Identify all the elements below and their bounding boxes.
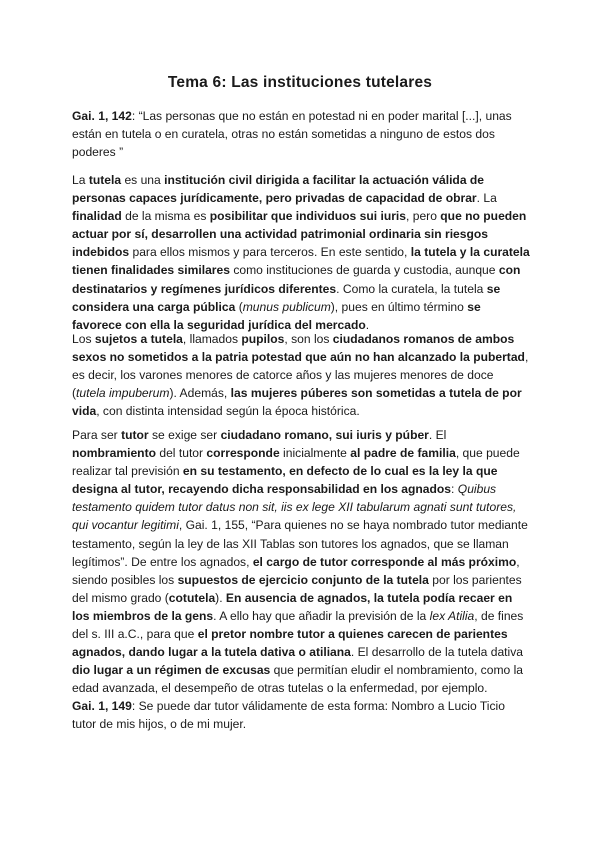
text-run: En ausencia de agnados, la tutela podía recaer en los miembros de la <box>72 590 513 623</box>
text-run: , con distinta intensidad según la época histórica. <box>96 404 360 419</box>
text-run: corresponde <box>206 446 280 461</box>
text-run: para ellos mismos y para terceros. En este sentido, <box>129 245 411 260</box>
text-run: Gai. 1, 142 <box>72 109 132 123</box>
text-run: ), pues en último término <box>330 299 468 314</box>
text-run: como instituciones de guarda y custodia, aunque <box>229 263 499 278</box>
text-run: Quibus testamento quidem tutor datus non sit, iis ex lege XII tabularum agnati sunt tutores, qui vocantur legitimi <box>72 482 517 533</box>
text-run: posibilitar que individuos <box>209 209 360 224</box>
paragraph-requisitos-tutor <box>72 426 530 697</box>
text-run: ciudadanos romanos de ambos sexos no sometidos a la patria potestad que aún no han alcanzado la pubertad <box>72 332 525 365</box>
text-run: dio lugar a un régimen de excusas <box>72 663 271 678</box>
text-run: Los <box>72 332 95 346</box>
text-run: . <box>365 317 370 332</box>
text-run: la tutela y la curatela tienen finalidades similares <box>72 245 530 278</box>
text-run: . El <box>428 428 447 442</box>
text-run: es una <box>121 173 165 187</box>
text-run: munus publicum <box>242 299 331 314</box>
text-run: al padre de familia <box>350 446 456 461</box>
text-run: tutela <box>88 173 122 187</box>
text-run: Gai. 1, 149 <box>72 699 132 713</box>
paragraph-definicion-tutela <box>72 171 530 334</box>
text-run: , que puede realizar tal previsión <box>72 446 520 479</box>
text-run: cotutela <box>168 590 216 605</box>
text-run: . La <box>476 191 497 206</box>
paragraph-sujetos-tutela <box>72 330 530 420</box>
text-run: el cargo de tutor corresponde al más próximo <box>252 554 517 569</box>
text-run: y púber <box>381 428 429 442</box>
text-run: supuestos de ejercicio conjunto de la tutela <box>177 572 429 587</box>
text-run: , pero <box>406 209 441 224</box>
text-run: , siendo posibles los <box>72 554 520 587</box>
text-run: tutor <box>121 428 149 442</box>
text-run: : “Las personas que no están en potestad ni en poder marital [...], unas están en tutela o en curatela, otras no están sometidas a ninguno de estos dos poderes ” <box>72 109 512 160</box>
text-run: sui iuris <box>359 209 406 224</box>
text-run: Para ser <box>72 428 122 442</box>
text-run: : Se puede dar tutor válidamente de esta forma: Nombro a Lucio Ticio tutor de mis hijos, o de mi mujer. <box>72 699 505 732</box>
paragraph-gaius-1-142 <box>72 107 530 161</box>
text-run: lex Atilia <box>429 608 475 623</box>
text-run: en su testamento, en defecto de lo cual es la ley la que designa al tutor, recayendo dicha responsabilidad en los agnados <box>72 464 498 497</box>
text-run: pupilos <box>241 332 285 346</box>
text-run: : <box>451 482 458 497</box>
text-run: . A ello hay que añadir la previsión de la <box>213 608 430 623</box>
text-run: se exige ser <box>148 428 221 442</box>
text-run: , de fines del s. III a.C., para que <box>72 608 524 642</box>
text-run: se favorece con ella la seguridad jurídica del mercado <box>72 299 481 332</box>
document-title: Tema 6: Las instituciones tutelares <box>167 74 433 91</box>
text-run: se considera una carga pública <box>72 281 501 314</box>
text-run: ). <box>215 590 226 605</box>
text-run: finalidad <box>72 209 122 224</box>
text-run: , llamados <box>182 332 242 346</box>
text-run: ciudadano romano, <box>220 428 336 442</box>
text-run: . Como la curatela, la tutela <box>336 281 487 296</box>
text-run: nombramiento <box>72 446 156 461</box>
paragraph-gaius-1-149 <box>72 697 530 733</box>
text-run: las mujeres púberes son sometidas a tutela de por vida <box>72 386 522 419</box>
text-run: con destinatarios y regímenes jurídicos diferentes <box>72 263 521 296</box>
text-run: ( <box>235 299 243 314</box>
text-run: del tutor <box>156 446 207 461</box>
text-run: , es decir, los varones menores de catorce años y las mujeres menores de doce ( <box>72 350 529 401</box>
text-run: el pretor nombre tutor a quienes carecen de parientes agnados, dando lugar a la tutela dativa o atiliana <box>72 627 508 660</box>
text-run: por los parientes del mismo grado ( <box>72 572 522 605</box>
text-run: La <box>72 173 89 187</box>
text-run: inicialmente <box>279 446 351 461</box>
text-run: institución civil dirigida a facilitar la actuación válida de personas capaces jurídicamente, pero privadas de capacidad de obrar <box>72 173 485 206</box>
text-run: sui iuris <box>335 428 382 442</box>
text-run: de la misma es <box>121 209 210 224</box>
text-run: ). Además, <box>169 386 231 401</box>
text-run: sujetos a tutela <box>94 332 183 346</box>
text-run: tutela impuberum <box>76 386 170 401</box>
text-run: gens <box>184 608 214 623</box>
text-run: que permitían eludir el nombramiento, como la edad avanzada, el desempeño de otras tutelas o la enfermedad, por ejemplo. <box>72 663 524 696</box>
text-run: , son los <box>284 332 333 346</box>
text-run: que no pueden actuar por sí, desarrollen una actividad patrimonial ordinaria sin riesgos indebidos <box>72 209 527 260</box>
text-run: , Gai. 1, 155, “Para quienes no se haya nombrado tutor mediante testamento, según la ley de las XII Tablas son tutores los agnados, que se llaman legítimos”. De entre los agnados, <box>72 518 528 569</box>
text-run: . El desarrollo de la tutela dativa <box>350 645 523 660</box>
